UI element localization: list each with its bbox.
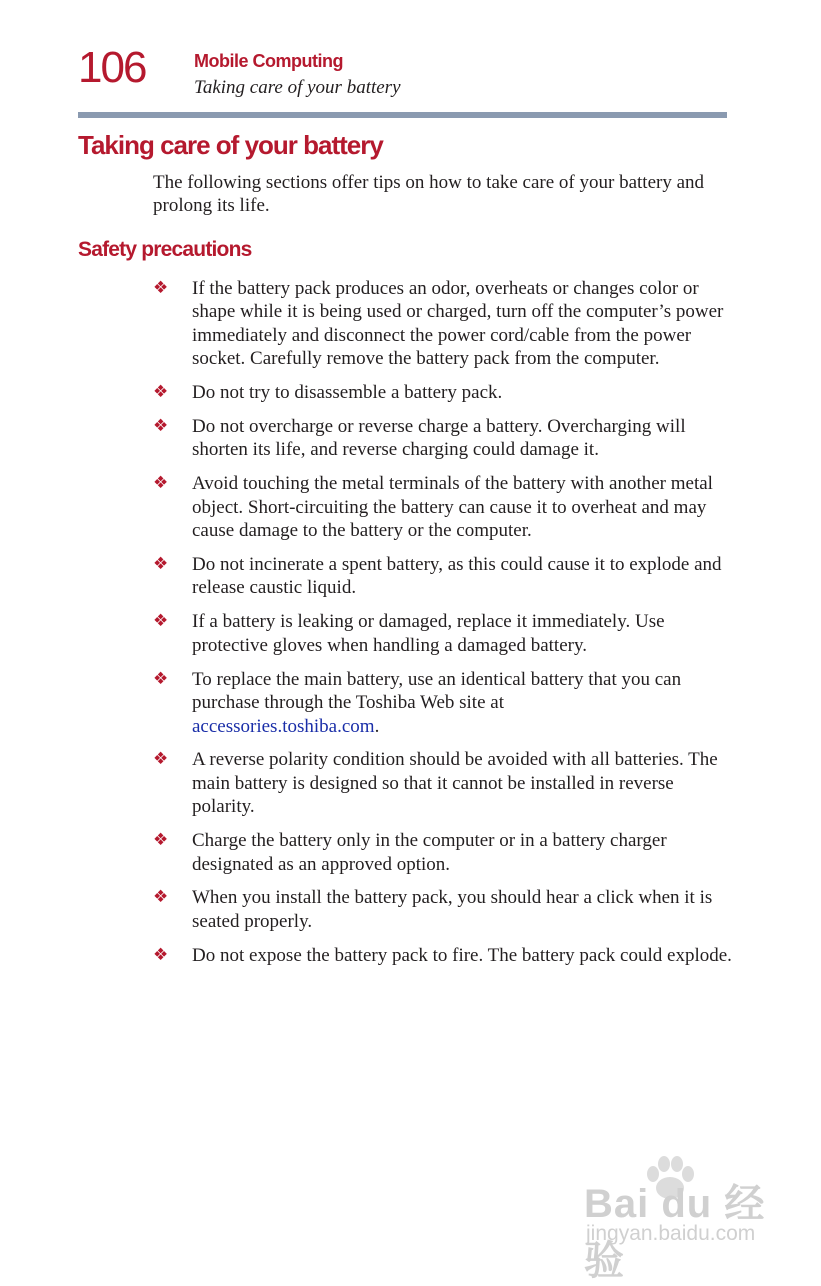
intro-paragraph: The following sections offer tips on how to take care of your battery and prolong its life. (153, 172, 705, 217)
list-item (153, 886, 733, 933)
toshiba-accessories-link[interactable]: accessories.toshiba.com (192, 715, 375, 737)
diamond-bullet-icon: ❖ (153, 887, 169, 908)
safety-precautions-heading: Safety precautions (78, 238, 252, 261)
diamond-bullet-icon: ❖ (153, 611, 169, 632)
section-heading: Taking care of your battery (78, 130, 383, 160)
list-item-text: If a battery is leaking or damaged, replace it immediately. Use protective gloves when handling a damaged battery. (192, 611, 665, 656)
list-item (153, 610, 733, 657)
safety-precautions-list (153, 277, 733, 978)
list-item (153, 381, 733, 404)
list-item-text: Do not expose the battery pack to fire. The battery pack could explode. (192, 944, 732, 966)
list-item (153, 668, 733, 738)
running-header-chapter: Mobile Computing (194, 51, 343, 71)
diamond-bullet-icon: ❖ (153, 473, 169, 494)
list-item-text: Do not incinerate a spent battery, as this could cause it to explode and release caustic liquid. (192, 554, 722, 599)
running-header-section: Taking care of your battery (194, 77, 401, 98)
diamond-bullet-icon: ❖ (153, 554, 169, 575)
list-item-text: Do not try to disassemble a battery pack. (192, 382, 503, 404)
diamond-bullet-icon: ❖ (153, 668, 169, 689)
diamond-bullet-icon: ❖ (153, 830, 169, 851)
list-item (153, 748, 733, 818)
list-item (153, 472, 733, 542)
link-suffix: . (374, 715, 380, 737)
watermark-url: jingyan.baidu.com (586, 1222, 756, 1245)
header-rule (78, 112, 727, 118)
list-item (153, 277, 733, 371)
diamond-bullet-icon: ❖ (153, 382, 169, 403)
list-item (153, 553, 733, 600)
list-item-text: Avoid touching the metal terminals of the battery with another metal object. Short-circuiting the battery can cause it to overheat and may cause damage to the battery or the computer. (192, 473, 713, 542)
list-item (153, 944, 733, 967)
diamond-bullet-icon: ❖ (153, 944, 169, 965)
list-item-text: When you install the battery pack, you should hear a click when it is seated properly. (192, 887, 713, 932)
list-item (153, 415, 733, 462)
diamond-bullet-icon: ❖ (153, 416, 169, 437)
list-item (153, 829, 733, 876)
diamond-bullet-icon: ❖ (153, 278, 169, 298)
list-item-text: Charge the battery only in the computer or in a battery charger designated as an approved option. (192, 830, 667, 875)
list-item-text: Do not overcharge or reverse charge a battery. Overcharging will shorten its life, and reverse charging could damage it. (192, 416, 686, 461)
page-number: 106 (78, 43, 146, 92)
baidu-jingyan-watermark (580, 1152, 780, 1283)
watermark-logo: Bai du 经验 (584, 1182, 766, 1283)
diamond-bullet-icon: ❖ (153, 749, 169, 770)
list-item-text: To replace the main battery, use an identical battery that you can purchase through the Toshiba Web site at (192, 668, 682, 714)
list-item-text: If the battery pack produces an odor, overheats or changes color or shape while it is being used or charged, turn off the computer’s power immediately and disconnect the power cord/cable from the power socket. Carefully remove the battery pack from the computer. (192, 278, 724, 370)
list-item-text: A reverse polarity condition should be avoided with all batteries. The main battery is designed so that it cannot be installed in reverse polarity. (192, 749, 718, 818)
